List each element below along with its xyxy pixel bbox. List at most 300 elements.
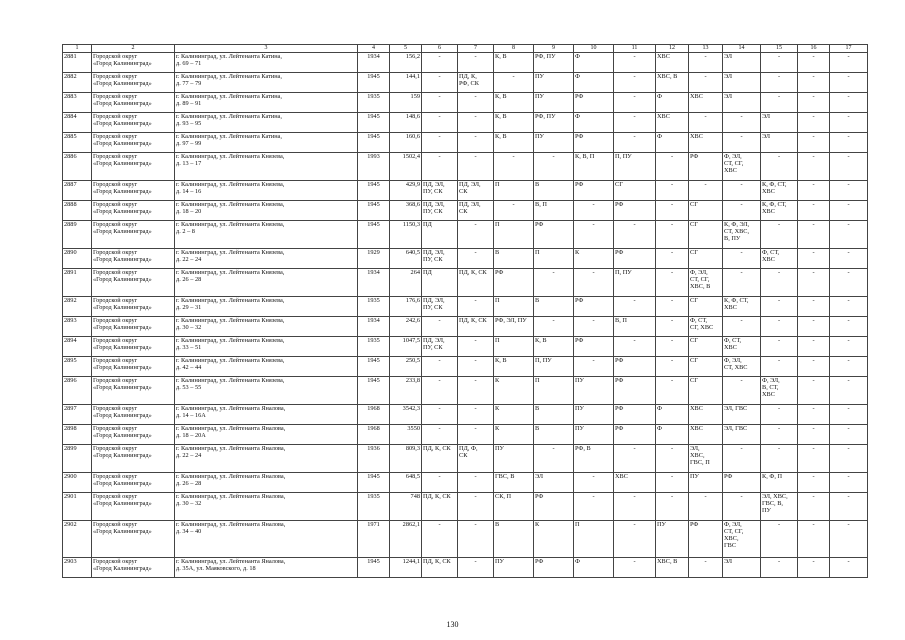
cell-col-10: РФ bbox=[574, 297, 614, 317]
cell-col-4: 1945 bbox=[358, 357, 390, 377]
cell-col-3: г. Калининград, ул. Лейтенанта Князева, д. 22 – 24 bbox=[175, 249, 358, 269]
cell-col-13: - bbox=[689, 558, 723, 578]
cell-col-4: 1945 bbox=[358, 201, 390, 221]
cell-col-5: 159 bbox=[390, 93, 422, 113]
column-header-1: 1 bbox=[63, 45, 92, 53]
cell-col-9: РФ bbox=[534, 221, 574, 249]
cell-col-6: - bbox=[422, 317, 458, 337]
cell-col-16: - bbox=[798, 337, 830, 357]
cell-col-17: - bbox=[830, 493, 868, 521]
cell-col-13: СГ bbox=[689, 221, 723, 249]
cell-col-6: - bbox=[422, 357, 458, 377]
cell-col-15: - bbox=[761, 337, 798, 357]
cell-col-5: 156,2 bbox=[390, 53, 422, 73]
cell-col-13: Ф, СТ, СГ, ХВС bbox=[689, 317, 723, 337]
cell-col-17: - bbox=[830, 558, 868, 578]
cell-col-4: 1935 bbox=[358, 93, 390, 113]
cell-col-1: 2882 bbox=[63, 73, 92, 93]
table-row bbox=[63, 337, 868, 357]
cell-col-2: Городской округ «Город Калининград» bbox=[92, 377, 175, 405]
cell-col-10: - bbox=[574, 317, 614, 337]
table-row bbox=[63, 445, 868, 473]
cell-col-1: 2885 bbox=[63, 133, 92, 153]
cell-col-8: В bbox=[494, 249, 534, 269]
cell-col-17: - bbox=[830, 377, 868, 405]
cell-col-2: Городской округ «Город Калининград» bbox=[92, 201, 175, 221]
cell-col-15: - bbox=[761, 317, 798, 337]
cell-col-16: - bbox=[798, 493, 830, 521]
cell-col-10: ПУ bbox=[574, 405, 614, 425]
cell-col-7: - bbox=[458, 337, 494, 357]
cell-col-5: 3550 bbox=[390, 425, 422, 445]
cell-col-12: - bbox=[656, 221, 689, 249]
cell-col-16: - bbox=[798, 201, 830, 221]
table-row bbox=[63, 73, 868, 93]
cell-col-1: 2903 bbox=[63, 558, 92, 578]
cell-col-13: Ф, ЭЛ, СТ, СГ, ХВС, В bbox=[689, 269, 723, 297]
cell-col-9: П bbox=[534, 377, 574, 405]
cell-col-8: ГВС, В bbox=[494, 473, 534, 493]
cell-col-15: - bbox=[761, 425, 798, 445]
cell-col-17: - bbox=[830, 133, 868, 153]
cell-col-4: 1929 bbox=[358, 249, 390, 269]
cell-col-11: - bbox=[614, 133, 656, 153]
cell-col-6: ПД, К, СК bbox=[422, 558, 458, 578]
header-row bbox=[63, 45, 868, 53]
cell-col-14: - bbox=[723, 317, 761, 337]
cell-col-3: г. Калининград, ул. Лейтенанта Яналова, д. 34 – 40 bbox=[175, 521, 358, 558]
table-row bbox=[63, 249, 868, 269]
cell-col-4: 1945 bbox=[358, 377, 390, 405]
cell-col-16: - bbox=[798, 521, 830, 558]
cell-col-12: Ф bbox=[656, 405, 689, 425]
cell-col-5: 144,1 bbox=[390, 73, 422, 93]
cell-col-15: - bbox=[761, 405, 798, 425]
cell-col-17: - bbox=[830, 201, 868, 221]
cell-col-7: - bbox=[458, 53, 494, 73]
cell-col-8: П bbox=[494, 337, 534, 357]
cell-col-6: ПД, ЭЛ, ПУ, СК bbox=[422, 249, 458, 269]
cell-col-1: 2901 bbox=[63, 493, 92, 521]
cell-col-8: ПУ bbox=[494, 558, 534, 578]
cell-col-13: - bbox=[689, 181, 723, 201]
cell-col-3: г. Калининград, ул. Лейтенанта Яналова, д. 26 – 28 bbox=[175, 473, 358, 493]
cell-col-6: - bbox=[422, 425, 458, 445]
cell-col-9: РФ bbox=[534, 558, 574, 578]
cell-col-14: Ф, СТ, ХВС bbox=[723, 337, 761, 357]
cell-col-5: 640,5 bbox=[390, 249, 422, 269]
cell-col-5: 648,5 bbox=[390, 473, 422, 493]
cell-col-14: - bbox=[723, 445, 761, 473]
cell-col-15: - bbox=[761, 445, 798, 473]
cell-col-8: П bbox=[494, 297, 534, 317]
cell-col-7: ПД, ЭЛ, СК bbox=[458, 201, 494, 221]
cell-col-11: - bbox=[614, 297, 656, 317]
cell-col-8: СК, П bbox=[494, 493, 534, 521]
cell-col-1: 2884 bbox=[63, 113, 92, 133]
cell-col-8: К, В bbox=[494, 357, 534, 377]
cell-col-15: Ф, СТ, ХВС bbox=[761, 249, 798, 269]
cell-col-9: В bbox=[534, 297, 574, 317]
cell-col-16: - bbox=[798, 357, 830, 377]
cell-col-17: - bbox=[830, 405, 868, 425]
cell-col-9: К bbox=[534, 521, 574, 558]
cell-col-3: г. Калининград, ул. Лейтенанта Князева, д. 30 – 32 bbox=[175, 317, 358, 337]
cell-col-5: 1502,4 bbox=[390, 153, 422, 181]
cell-col-3: г. Калининград, ул. Лейтенанта Яналова, д. 18 – 20А bbox=[175, 425, 358, 445]
cell-col-17: - bbox=[830, 521, 868, 558]
cell-col-2: Городской округ «Город Калининград» bbox=[92, 249, 175, 269]
cell-col-9: ЭЛ bbox=[534, 473, 574, 493]
cell-col-12: - bbox=[656, 201, 689, 221]
cell-col-10: К, В, П bbox=[574, 153, 614, 181]
cell-col-9: ПУ bbox=[534, 73, 574, 93]
cell-col-9: РФ, ПУ bbox=[534, 113, 574, 133]
cell-col-15: - bbox=[761, 297, 798, 317]
cell-col-12: - bbox=[656, 377, 689, 405]
cell-col-10: Ф bbox=[574, 73, 614, 93]
cell-col-16: - bbox=[798, 425, 830, 445]
cell-col-13: СГ bbox=[689, 337, 723, 357]
cell-col-2: Городской округ «Город Калининград» bbox=[92, 473, 175, 493]
cell-col-14: - bbox=[723, 493, 761, 521]
table-row bbox=[63, 93, 868, 113]
cell-col-6: ПД, ЭЛ, ПУ, СК bbox=[422, 297, 458, 317]
cell-col-11: - bbox=[614, 221, 656, 249]
cell-col-11: - bbox=[614, 521, 656, 558]
cell-col-14: - bbox=[723, 181, 761, 201]
table-row bbox=[63, 493, 868, 521]
cell-col-12: - bbox=[656, 317, 689, 337]
cell-col-6: ПД bbox=[422, 221, 458, 249]
cell-col-1: 2886 bbox=[63, 153, 92, 181]
cell-col-10: Ф bbox=[574, 53, 614, 73]
cell-col-15: ЭЛ bbox=[761, 133, 798, 153]
table-row bbox=[63, 405, 868, 425]
cell-col-4: 1945 bbox=[358, 133, 390, 153]
cell-col-9: К, В bbox=[534, 337, 574, 357]
cell-col-6: - bbox=[422, 113, 458, 133]
cell-col-1: 2889 bbox=[63, 221, 92, 249]
cell-col-8: К, В bbox=[494, 53, 534, 73]
cell-col-15: - bbox=[761, 221, 798, 249]
cell-col-9: ПУ bbox=[534, 133, 574, 153]
cell-col-15: К, Ф, СТ, ХВС bbox=[761, 201, 798, 221]
cell-col-2: Городской округ «Город Калининград» bbox=[92, 337, 175, 357]
cell-col-5: 809,3 bbox=[390, 445, 422, 473]
cell-col-11: - bbox=[614, 445, 656, 473]
cell-col-16: - bbox=[798, 249, 830, 269]
cell-col-2: Городской округ «Город Калининград» bbox=[92, 53, 175, 73]
cell-col-4: 1935 bbox=[358, 297, 390, 317]
table-row bbox=[63, 269, 868, 297]
cell-col-5: 1047,5 bbox=[390, 337, 422, 357]
cell-col-10: Ф bbox=[574, 558, 614, 578]
cell-col-5: 429,9 bbox=[390, 181, 422, 201]
column-header-17: 17 bbox=[830, 45, 868, 53]
cell-col-14: ЭЛ, ГВС bbox=[723, 405, 761, 425]
cell-col-10: - bbox=[574, 221, 614, 249]
cell-col-13: ХВС bbox=[689, 133, 723, 153]
cell-col-8: - bbox=[494, 201, 534, 221]
cell-col-6: - bbox=[422, 73, 458, 93]
table-row bbox=[63, 473, 868, 493]
cell-col-9: - bbox=[534, 269, 574, 297]
column-header-4: 4 bbox=[358, 45, 390, 53]
cell-col-17: - bbox=[830, 317, 868, 337]
column-header-13: 13 bbox=[689, 45, 723, 53]
cell-col-13: - bbox=[689, 113, 723, 133]
cell-col-1: 2883 bbox=[63, 93, 92, 113]
cell-col-1: 2897 bbox=[63, 405, 92, 425]
cell-col-2: Городской округ «Город Калининград» bbox=[92, 405, 175, 425]
cell-col-8: РФ, ЭЛ, ПУ bbox=[494, 317, 534, 337]
cell-col-10: П bbox=[574, 521, 614, 558]
cell-col-10: - bbox=[574, 473, 614, 493]
table-row bbox=[63, 317, 868, 337]
cell-col-14: К, Ф, ЭЛ, СТ, ХВС, В, ПУ bbox=[723, 221, 761, 249]
cell-col-14: Ф, ЭЛ, СТ, СГ, ХВС, ГВС bbox=[723, 521, 761, 558]
cell-col-14: ЭЛ bbox=[723, 93, 761, 113]
table-row bbox=[63, 133, 868, 153]
cell-col-11: - bbox=[614, 73, 656, 93]
cell-col-6: - bbox=[422, 153, 458, 181]
cell-col-6: ПД, ЭЛ, ПУ, СК bbox=[422, 181, 458, 201]
cell-col-3: г. Калининград, ул. Лейтенанта Князева, д. 13 – 17 bbox=[175, 153, 358, 181]
cell-col-13: - bbox=[689, 73, 723, 93]
table-row bbox=[63, 113, 868, 133]
cell-col-16: - bbox=[798, 93, 830, 113]
cell-col-10: РФ, В bbox=[574, 445, 614, 473]
table-row bbox=[63, 521, 868, 558]
cell-col-10: - bbox=[574, 357, 614, 377]
cell-col-3: г. Калининград, ул. Лейтенанта Князева, д. 42 – 44 bbox=[175, 357, 358, 377]
cell-col-4: 1935 bbox=[358, 493, 390, 521]
cell-col-13: СГ bbox=[689, 249, 723, 269]
cell-col-4: 1968 bbox=[358, 425, 390, 445]
cell-col-9: В bbox=[534, 181, 574, 201]
cell-col-17: - bbox=[830, 221, 868, 249]
table-row bbox=[63, 201, 868, 221]
cell-col-7: - bbox=[458, 521, 494, 558]
cell-col-7: ПД, К, СК bbox=[458, 317, 494, 337]
cell-col-4: 1971 bbox=[358, 521, 390, 558]
cell-col-15: К, Ф, П bbox=[761, 473, 798, 493]
cell-col-13: ХВС bbox=[689, 93, 723, 113]
cell-col-17: - bbox=[830, 269, 868, 297]
cell-col-11: В, П bbox=[614, 317, 656, 337]
cell-col-2: Городской округ «Город Калининград» bbox=[92, 521, 175, 558]
cell-col-11: П, ПУ bbox=[614, 269, 656, 297]
cell-col-1: 2887 bbox=[63, 181, 92, 201]
column-header-10: 10 bbox=[574, 45, 614, 53]
cell-col-16: - bbox=[798, 445, 830, 473]
cell-col-16: - bbox=[798, 133, 830, 153]
column-header-8: 8 bbox=[494, 45, 534, 53]
cell-col-10: Ф bbox=[574, 113, 614, 133]
cell-col-15: Ф, ЭЛ, В, СТ, ХВС bbox=[761, 377, 798, 405]
cell-col-5: 264 bbox=[390, 269, 422, 297]
cell-col-13: РФ bbox=[689, 153, 723, 181]
cell-col-15: - bbox=[761, 558, 798, 578]
cell-col-13: СГ bbox=[689, 357, 723, 377]
cell-col-16: - bbox=[798, 473, 830, 493]
cell-col-3: г. Калининград, ул. Лейтенанта Яналова, д. 35А, ул. Маяковского, д. 18 bbox=[175, 558, 358, 578]
cell-col-16: - bbox=[798, 317, 830, 337]
cell-col-17: - bbox=[830, 181, 868, 201]
cell-col-15: К, Ф, СТ, ХВС bbox=[761, 181, 798, 201]
cell-col-12: ХВС bbox=[656, 113, 689, 133]
cell-col-13: - bbox=[689, 493, 723, 521]
cell-col-6: - bbox=[422, 521, 458, 558]
cell-col-1: 2902 bbox=[63, 521, 92, 558]
cell-col-11: РФ bbox=[614, 377, 656, 405]
cell-col-7: - bbox=[458, 405, 494, 425]
cell-col-14: - bbox=[723, 377, 761, 405]
cell-col-5: 160,6 bbox=[390, 133, 422, 153]
cell-col-12: - bbox=[656, 493, 689, 521]
cell-col-4: 1968 bbox=[358, 405, 390, 425]
cell-col-7: - bbox=[458, 133, 494, 153]
cell-col-3: г. Калининград, ул. Лейтенанта Катина, д. 97 – 99 bbox=[175, 133, 358, 153]
cell-col-5: 368,6 bbox=[390, 201, 422, 221]
cell-col-2: Городской округ «Город Калининград» bbox=[92, 445, 175, 473]
cell-col-1: 2898 bbox=[63, 425, 92, 445]
cell-col-13: ХВС bbox=[689, 425, 723, 445]
cell-col-6: ПД bbox=[422, 269, 458, 297]
cell-col-8: К, В bbox=[494, 113, 534, 133]
cell-col-8: В bbox=[494, 521, 534, 558]
cell-col-11: РФ bbox=[614, 201, 656, 221]
cell-col-16: - bbox=[798, 558, 830, 578]
cell-col-10: - bbox=[574, 201, 614, 221]
table-row bbox=[63, 558, 868, 578]
cell-col-12: - bbox=[656, 269, 689, 297]
page-number: 130 bbox=[446, 620, 459, 629]
cell-col-16: - bbox=[798, 53, 830, 73]
table-row bbox=[63, 297, 868, 317]
cell-col-3: г. Калининград, ул. Лейтенанта Яналова, д. 22 – 24 bbox=[175, 445, 358, 473]
cell-col-2: Городской округ «Город Калининград» bbox=[92, 297, 175, 317]
cell-col-8: К bbox=[494, 425, 534, 445]
cell-col-9: - bbox=[534, 317, 574, 337]
cell-col-4: 1934 bbox=[358, 317, 390, 337]
cell-col-6: - bbox=[422, 405, 458, 425]
cell-col-11: - bbox=[614, 493, 656, 521]
register-table bbox=[62, 44, 868, 578]
cell-col-3: г. Калининград, ул. Лейтенанта Князева, д. 18 – 20 bbox=[175, 201, 358, 221]
cell-col-5: 748 bbox=[390, 493, 422, 521]
cell-col-9: - bbox=[534, 445, 574, 473]
cell-col-8: П bbox=[494, 221, 534, 249]
cell-col-3: г. Калининград, ул. Лейтенанта Князева, д. 33 – 51 bbox=[175, 337, 358, 357]
cell-col-14: ЭЛ bbox=[723, 53, 761, 73]
cell-col-3: г. Калининград, ул. Лейтенанта Князева, д. 26 – 28 bbox=[175, 269, 358, 297]
column-header-11: 11 bbox=[614, 45, 656, 53]
cell-col-17: - bbox=[830, 445, 868, 473]
cell-col-6: - bbox=[422, 93, 458, 113]
cell-col-11: - bbox=[614, 337, 656, 357]
cell-col-5: 2862,1 bbox=[390, 521, 422, 558]
cell-col-6: ПД, К, СК bbox=[422, 445, 458, 473]
cell-col-14: ЭЛ bbox=[723, 558, 761, 578]
cell-col-12: Ф bbox=[656, 133, 689, 153]
cell-col-6: - bbox=[422, 377, 458, 405]
cell-col-12: - bbox=[656, 357, 689, 377]
cell-col-12: ПУ bbox=[656, 521, 689, 558]
cell-col-1: 2895 bbox=[63, 357, 92, 377]
cell-col-14: - bbox=[723, 133, 761, 153]
table-row bbox=[63, 377, 868, 405]
column-header-14: 14 bbox=[723, 45, 761, 53]
cell-col-6: - bbox=[422, 473, 458, 493]
cell-col-16: - bbox=[798, 221, 830, 249]
cell-col-14: - bbox=[723, 201, 761, 221]
cell-col-1: 2893 bbox=[63, 317, 92, 337]
cell-col-13: СГ bbox=[689, 297, 723, 317]
cell-col-16: - bbox=[798, 405, 830, 425]
cell-col-9: В bbox=[534, 405, 574, 425]
cell-col-12: - bbox=[656, 473, 689, 493]
cell-col-17: - bbox=[830, 73, 868, 93]
cell-col-10: ПУ bbox=[574, 377, 614, 405]
cell-col-10: К bbox=[574, 249, 614, 269]
column-header-7: 7 bbox=[458, 45, 494, 53]
cell-col-16: - bbox=[798, 181, 830, 201]
cell-col-13: СГ bbox=[689, 377, 723, 405]
cell-col-4: 1945 bbox=[358, 221, 390, 249]
cell-col-17: - bbox=[830, 113, 868, 133]
cell-col-12: ХВС, В bbox=[656, 73, 689, 93]
cell-col-2: Городской округ «Город Калининград» bbox=[92, 73, 175, 93]
cell-col-17: - bbox=[830, 297, 868, 317]
cell-col-4: 1934 bbox=[358, 269, 390, 297]
cell-col-3: г. Калининград, ул. Лейтенанта Катина, д. 89 – 91 bbox=[175, 93, 358, 113]
cell-col-7: - bbox=[458, 297, 494, 317]
cell-col-10: РФ bbox=[574, 133, 614, 153]
cell-col-11: СГ bbox=[614, 181, 656, 201]
cell-col-12: - bbox=[656, 249, 689, 269]
cell-col-8: К, В bbox=[494, 93, 534, 113]
cell-col-7: ПД, Ф, СК bbox=[458, 445, 494, 473]
cell-col-5: 148,6 bbox=[390, 113, 422, 133]
cell-col-12: Ф bbox=[656, 425, 689, 445]
cell-col-12: - bbox=[656, 337, 689, 357]
cell-col-5: 233,8 bbox=[390, 377, 422, 405]
cell-col-4: 1993 bbox=[358, 153, 390, 181]
cell-col-11: - bbox=[614, 558, 656, 578]
table-row bbox=[63, 425, 868, 445]
cell-col-17: - bbox=[830, 53, 868, 73]
cell-col-9: РФ, ПУ bbox=[534, 53, 574, 73]
cell-col-11: ХВС bbox=[614, 473, 656, 493]
cell-col-16: - bbox=[798, 297, 830, 317]
cell-col-14: РФ bbox=[723, 473, 761, 493]
cell-col-7: - bbox=[458, 377, 494, 405]
cell-col-15: - bbox=[761, 93, 798, 113]
cell-col-17: - bbox=[830, 425, 868, 445]
cell-col-3: г. Калининград, ул. Лейтенанта Катина, д. 93 – 95 bbox=[175, 113, 358, 133]
cell-col-15: ЭЛ, ХВС, ГВС, В, ПУ bbox=[761, 493, 798, 521]
cell-col-7: - bbox=[458, 249, 494, 269]
cell-col-11: РФ bbox=[614, 425, 656, 445]
cell-col-14: Ф, ЭЛ, СТ, СГ, ХВС bbox=[723, 153, 761, 181]
cell-col-9: - bbox=[534, 153, 574, 181]
table-body bbox=[63, 53, 868, 578]
cell-col-7: - bbox=[458, 153, 494, 181]
cell-col-11: РФ bbox=[614, 249, 656, 269]
cell-col-2: Городской округ «Город Калининград» bbox=[92, 269, 175, 297]
